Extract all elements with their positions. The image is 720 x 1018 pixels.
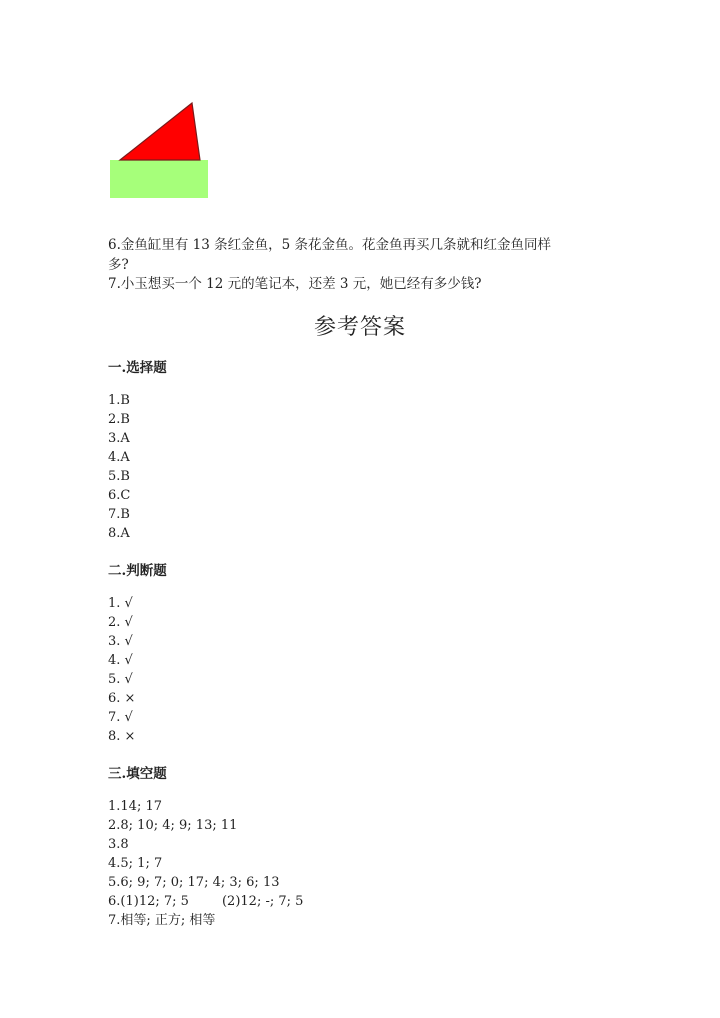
list-item: 1.14; 17 (108, 799, 162, 814)
question-6-line-1: 6.金鱼缸里有 13 条红金鱼，5 条花金鱼。花金鱼再买几条就和红金鱼同样 (108, 237, 552, 253)
list-item: 5. √ (108, 672, 133, 687)
list-item: 8.A (108, 526, 130, 541)
list-item: 2.8; 10; 4; 9; 13; 11 (108, 818, 238, 833)
section-heading-choice: 一.选择题 (108, 360, 167, 376)
red-triangle (120, 103, 200, 160)
list-item: 8. × (108, 729, 136, 744)
list-item: 1.B (108, 393, 130, 408)
section-heading-judge: 二.判断题 (108, 563, 167, 579)
list-item: 3. √ (108, 634, 133, 649)
list-item: 7. √ (108, 710, 133, 725)
list-item: 3.8 (108, 837, 129, 852)
list-item: 1. √ (108, 596, 133, 611)
list-item: 5.B (108, 469, 130, 484)
section-heading-fill: 三.填空题 (108, 766, 167, 782)
judge-answer-list (108, 594, 135, 746)
list-item: 2.B (108, 412, 130, 427)
list-item: 5.6; 9; 7; 0; 17; 4; 3; 6; 13 (108, 875, 280, 890)
list-item: 2. √ (108, 615, 133, 630)
question-6-line-2: 多? (108, 257, 129, 273)
shape-figure (108, 100, 210, 200)
answer-title: 参考答案 (313, 315, 406, 340)
list-item: 4.5; 1; 7 (108, 856, 163, 871)
list-item: 7.B (108, 507, 130, 522)
fill-answer-list (108, 797, 303, 930)
list-item: 7.相等; 正方; 相等 (108, 913, 216, 928)
list-item: 6.(1)12; 7; 5 (2)12; -; 7; 5 (108, 894, 304, 909)
choice-answer-list (108, 391, 130, 543)
list-item: 4.A (108, 450, 130, 465)
list-item: 6. × (108, 691, 136, 706)
list-item: 6.C (108, 488, 131, 503)
question-7: 7.小玉想买一个 12 元的笔记本，还差 3 元，她已经有多少钱? (108, 276, 482, 292)
list-item: 4. √ (108, 653, 133, 668)
green-rectangle (110, 160, 208, 198)
list-item: 3.A (108, 431, 130, 446)
